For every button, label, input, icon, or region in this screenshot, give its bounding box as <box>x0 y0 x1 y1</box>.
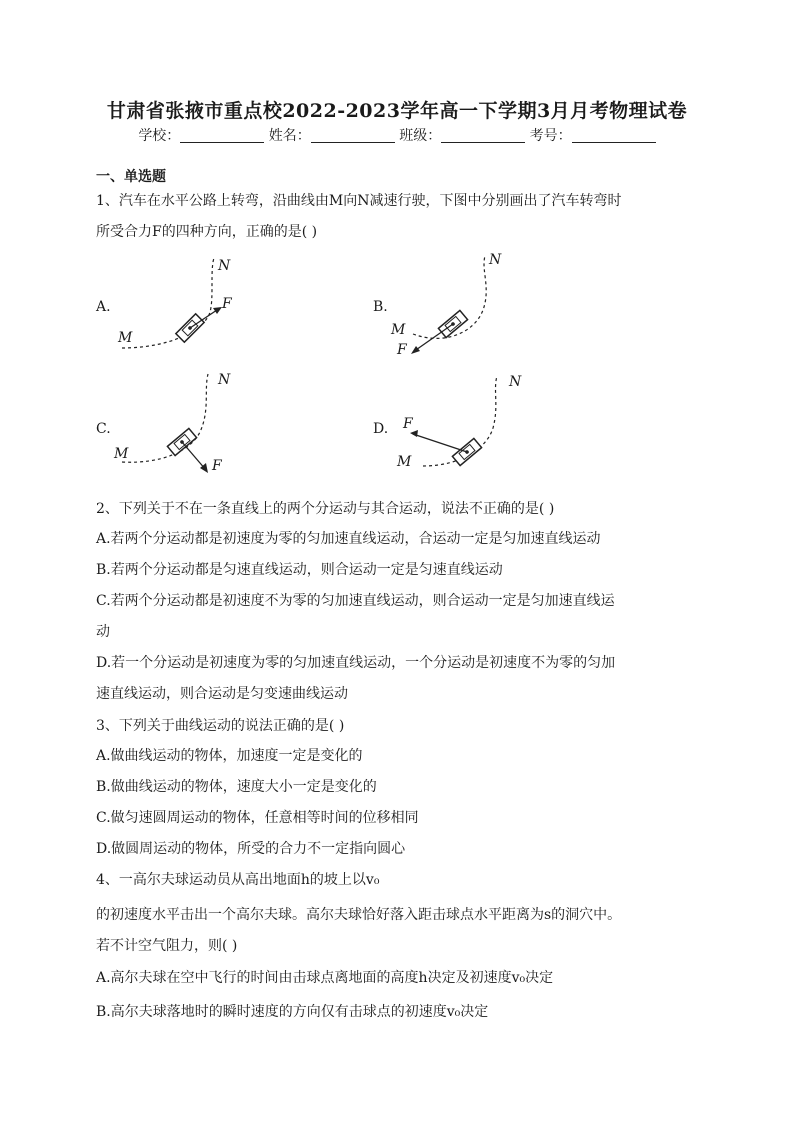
number-blank[interactable] <box>572 128 656 143</box>
q1-stem-line2: 所受合力F的四种方向，正确的是( ) <box>96 224 318 240</box>
name-blank[interactable] <box>311 128 395 143</box>
q1-figure-b <box>385 250 535 360</box>
q2-option-c[interactable]: C.若两个分运动都是初速度不为零的匀加速直线运动，则合运动一定是匀加速直线运 <box>96 593 615 609</box>
label-f: F <box>403 416 413 432</box>
label-n: N <box>489 252 502 268</box>
label-m: M <box>118 330 133 346</box>
label-f: F <box>397 342 407 358</box>
q1-option-c-label: C. <box>96 421 111 437</box>
q3-stem: 3、下列关于曲线运动的说法正确的是( ) <box>96 718 345 734</box>
label-f: F <box>212 458 222 474</box>
q1-option-d-label: D. <box>373 421 389 437</box>
q4-stem-line3: 若不计空气阻力，则( ) <box>96 938 238 954</box>
q2-stem: 2、下列关于不在一条直线上的两个分运动与其合运动，说法不正确的是( ) <box>96 501 555 517</box>
label-m: M <box>391 322 406 338</box>
q3-option-b[interactable]: B.做曲线运动的物体，速度大小一定是变化的 <box>96 779 377 795</box>
curve-path <box>122 374 208 462</box>
class-label: 班级： <box>399 128 442 144</box>
q3-option-c[interactable]: C.做匀速圆周运动的物体，任意相等时间的位移相同 <box>96 810 419 826</box>
class-blank[interactable] <box>441 128 525 143</box>
q4-stem-line1: 4、一高尔夫球运动员从高出地面h的坡上以v₀ <box>96 872 380 888</box>
q3-option-d[interactable]: D.做圆周运动的物体，所受的合力不一定指向圆心 <box>96 841 406 857</box>
label-n: N <box>218 372 231 388</box>
q2-option-d-cont: 速直线运动，则合运动是匀变速曲线运动 <box>96 686 348 702</box>
q4-option-a[interactable]: A.高尔夫球在空中飞行的时间由击球点离地面的高度h决定及初速度v₀决定 <box>96 970 554 986</box>
q1-option-b-label: B. <box>373 299 388 315</box>
q1-figure-d <box>385 370 535 480</box>
school-blank[interactable] <box>180 128 264 143</box>
page-title: 甘肃省张掖市重点校2022-2023学年高一下学期3月月考物理试卷 <box>106 100 688 122</box>
curve-path <box>122 258 214 348</box>
number-label: 考号： <box>529 128 572 144</box>
school-label: 学校： <box>138 128 181 144</box>
student-info <box>0 125 794 145</box>
q4-stem-line2: 的初速度水平击出一个高尔夫球。高尔夫球恰好落入距击球点水平距离为s的洞穴中。 <box>96 907 622 923</box>
q4-option-b[interactable]: B.高尔夫球落地时的瞬时速度的方向仅有击球点的初速度v₀决定 <box>96 1004 489 1020</box>
label-n: N <box>218 258 231 274</box>
q1-figure-a <box>110 250 260 360</box>
force-arrow <box>413 324 453 352</box>
section-title: 一、单选题 <box>96 169 166 185</box>
q2-option-b[interactable]: B.若两个分运动都是匀速直线运动，则合运动一定是匀速直线运动 <box>96 562 503 578</box>
q1-stem-line1: 1、汽车在水平公路上转弯，沿曲线由M向N减速行驶，下图中分别画出了汽车转弯时 <box>96 193 622 209</box>
q1-option-a-label: A. <box>96 299 111 315</box>
name-label: 姓名： <box>268 128 311 144</box>
label-n: N <box>509 374 522 390</box>
arrow-head-icon <box>213 307 222 314</box>
force-arrow <box>182 442 206 470</box>
label-m: M <box>114 446 129 462</box>
q3-option-a[interactable]: A.做曲线运动的物体，加速度一定是变化的 <box>96 748 363 764</box>
force-arrow <box>413 434 467 452</box>
q1-figure-c <box>110 370 260 480</box>
label-f: F <box>222 296 232 312</box>
q2-option-d[interactable]: D.若一个分运动是初速度为零的匀加速直线运动，一个分运动是初速度不为零的匀加 <box>96 655 616 671</box>
q2-option-a[interactable]: A.若两个分运动都是初速度为零的匀加速直线运动，合运动一定是匀加速直线运动 <box>96 531 601 547</box>
arrow-head-icon <box>411 346 420 354</box>
label-m: M <box>397 454 412 470</box>
q2-option-c-cont: 动 <box>96 624 110 640</box>
